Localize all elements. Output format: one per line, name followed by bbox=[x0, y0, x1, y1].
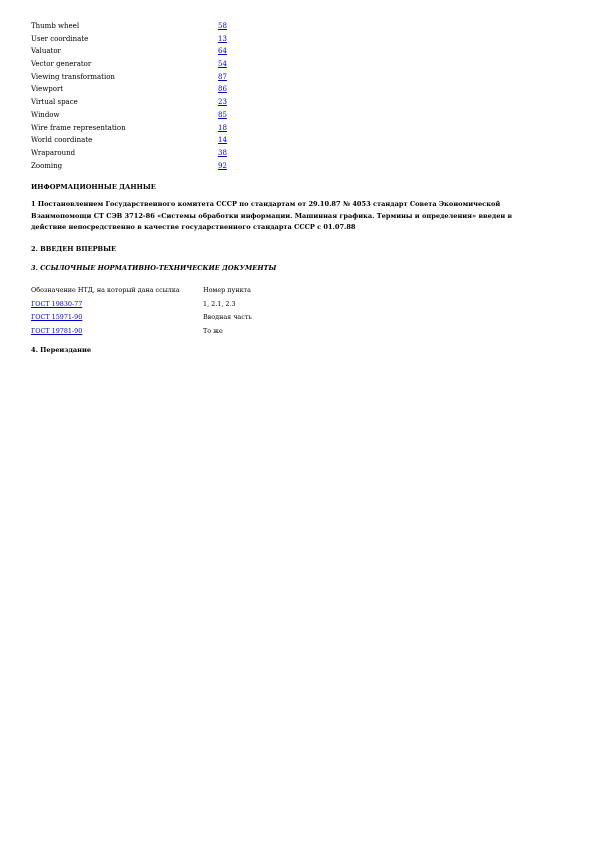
index-page-link[interactable]: 54 bbox=[218, 60, 227, 69]
section-1-line: 1 Постановлением Государственного комитета СССР по стандартам от 29.10.87 № 4053 стандарт Совета Экономической bbox=[31, 200, 501, 208]
index-page-link[interactable]: 38 bbox=[218, 148, 227, 157]
section-1-paragraph bbox=[31, 199, 551, 234]
index-term: World coordinate bbox=[31, 136, 93, 145]
references-item: То же bbox=[203, 326, 223, 335]
index-term: Thumb wheel bbox=[31, 22, 80, 30]
index-row bbox=[31, 58, 261, 71]
index-term: Wraparound bbox=[31, 148, 76, 157]
index-row bbox=[31, 83, 261, 96]
index-row bbox=[31, 160, 261, 173]
references-row bbox=[31, 298, 271, 312]
index-page-link[interactable]: 85 bbox=[218, 110, 227, 119]
index-row bbox=[31, 45, 261, 58]
index-row bbox=[31, 20, 261, 33]
index-page-link[interactable]: 86 bbox=[218, 85, 227, 94]
references-row bbox=[31, 325, 271, 339]
index-row bbox=[31, 71, 261, 84]
references-row bbox=[31, 311, 271, 325]
index-row bbox=[31, 96, 261, 109]
index-page-link[interactable]: 23 bbox=[218, 98, 227, 107]
index-page-link[interactable]: 14 bbox=[218, 136, 227, 145]
references-header-row bbox=[31, 284, 271, 298]
references-doc-link[interactable]: ГОСТ 15971-90 bbox=[31, 313, 83, 322]
index-row bbox=[31, 33, 261, 46]
section-3-heading: 3. ССЫЛОЧНЫЕ НОРМАТИВНО-ТЕХНИЧЕСКИЕ ДОКУМЕНТЫ bbox=[31, 264, 277, 272]
index-page-link[interactable]: 13 bbox=[218, 34, 227, 43]
index-term: Viewing transformation bbox=[31, 72, 115, 81]
index-term: Vector generator bbox=[31, 60, 92, 69]
references-item: Вводная часть bbox=[203, 313, 252, 322]
references-header-item: Номер пункта bbox=[203, 286, 251, 294]
index-page-link[interactable]: 58 bbox=[218, 22, 227, 30]
section-1-line: Взаимопомощи СТ СЭВ 3712-86 «Системы обработки информации. Машинная графика. Термины и определения» введен в bbox=[31, 211, 513, 220]
section-4-heading: 4. Переиздание bbox=[31, 346, 92, 354]
references-header-doc: Обозначение НТД, на который дана ссылка bbox=[31, 286, 180, 294]
index-term: Wire frame representation bbox=[31, 123, 126, 132]
index-page-link[interactable]: 64 bbox=[218, 47, 227, 56]
index-page-link[interactable]: 87 bbox=[218, 72, 227, 81]
references-item: 1, 2.1, 2.3 bbox=[203, 299, 236, 308]
index-term: User coordinate bbox=[31, 34, 89, 43]
section-2-heading: 2. ВВЕДЕН ВПЕРВЫЕ bbox=[31, 245, 117, 253]
index-row bbox=[31, 134, 261, 147]
index-term: Valuator bbox=[31, 47, 61, 56]
section-1-line: действие непосредственно в качестве государственного стандарта СССР с 01.07.88 bbox=[31, 223, 356, 231]
index-term: Virtual space bbox=[31, 98, 78, 107]
index-term: Window bbox=[31, 110, 60, 119]
index-term: Viewport bbox=[31, 85, 64, 94]
index-row bbox=[31, 109, 261, 122]
term-index-table bbox=[31, 20, 261, 172]
index-row bbox=[31, 122, 261, 135]
index-row bbox=[31, 147, 261, 160]
index-page-link[interactable]: 92 bbox=[218, 161, 227, 170]
info-heading: ИНФОРМАЦИОННЫЕ ДАННЫЕ bbox=[31, 183, 156, 191]
index-page-link[interactable]: 18 bbox=[218, 123, 227, 132]
index-term: Zooming bbox=[31, 161, 63, 170]
references-doc-link[interactable]: ГОСТ 19830-77 bbox=[31, 299, 83, 308]
references-table bbox=[31, 284, 271, 338]
references-doc-link[interactable]: ГОСТ 19781-90 bbox=[31, 326, 83, 335]
